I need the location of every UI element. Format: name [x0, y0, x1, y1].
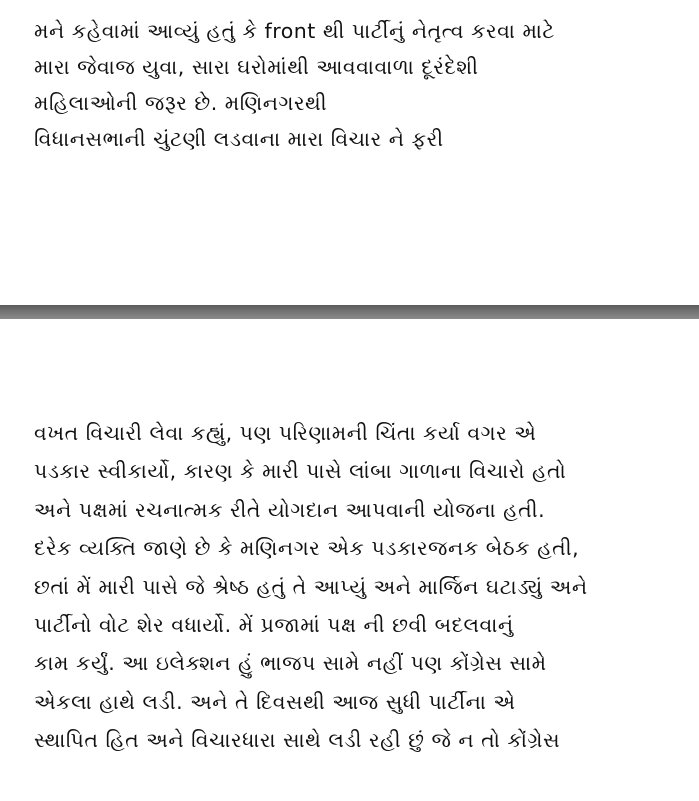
text-line: પડકાર સ્વીકાર્યો, કારણ કે મારી પાસે લાંબા ગાળાના વિચારો હતો: [34, 459, 567, 484]
text-line: મહિલાઓની જરૂર છે. મણિનગરથી: [34, 91, 328, 115]
text-line: અને પક્ષમાં રચનાત્મક રીતે યોગદાન આપવાની યોજના હતી.: [34, 497, 546, 522]
page-break-divider: [0, 305, 699, 319]
text-line: સ્થાપિત હિત અને વિચારધારા સાથે લડી રહી છું જે ન તો કોંગ્રેસ: [34, 728, 561, 753]
text-line: પાર્ટીનો વોટ શેર વધાર્યો. મેં પ્રજામાં પક્ષ ની છવી બદલવાનું: [34, 612, 514, 637]
text-line: વખત વિચારી લેવા કહ્યું, પણ પરિણામની ચિંતા કર્યા વગર એ: [34, 421, 537, 445]
text-line: મને કહેવામાં આવ્યું હતું કે front થી પાર્ટીનું નેતૃત્વ કરવા માટે: [34, 19, 555, 43]
paragraph-top: [34, 13, 555, 157]
paragraph-bottom: [34, 414, 588, 760]
text-line: દરેક વ્યક્તિ જાણે છે કે મણિનગર એક પડકારજનક બેઠક હતી,: [34, 536, 580, 561]
text-line: છતાં મેં મારી પાસે જે શ્રેષ્ઠ હતું તે આપ્યું અને માર્જિન ઘટાડ્યું અને: [34, 574, 588, 599]
text-line: કામ કર્યું. આ ઇલેક્શન હું ભાજપ સામે નહીં પણ કોંગ્રેસ સામે: [34, 651, 547, 676]
text-line: વિધાનસભાની ચુંટણી લડવાના મારા વિચાર ને ફરી: [34, 127, 444, 151]
document-page-top: [0, 0, 699, 305]
text-line: મારા જેવાજ યુવા, સારા ઘરોમાંથી આવવાવાળા દૂરંદેશી: [34, 55, 479, 79]
text-line: એકલા હાથે લડી. અને તે દિવસથી આજ સુધી પાર્ટીના એ: [34, 689, 516, 714]
document-page-bottom: [0, 319, 699, 801]
